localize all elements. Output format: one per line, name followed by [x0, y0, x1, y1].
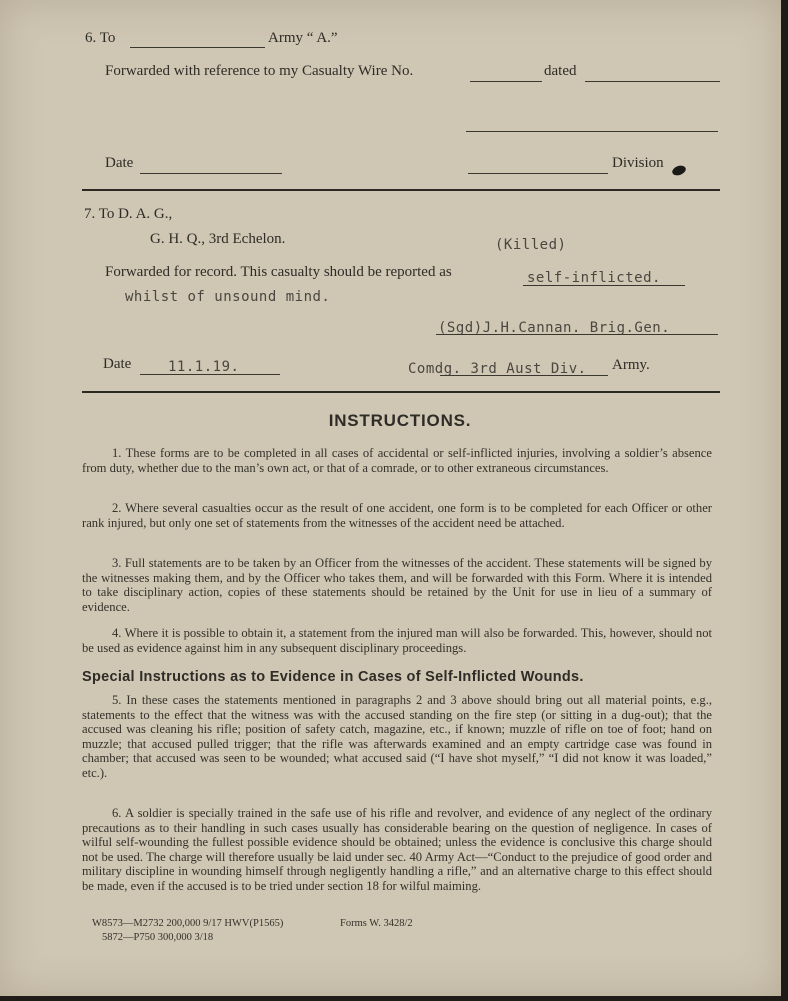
section7-date-blank[interactable]: [140, 374, 280, 375]
ink-blot: [671, 164, 687, 177]
section6-date-label: Date: [105, 155, 134, 171]
division-blank[interactable]: [468, 173, 608, 174]
comdg-value: Comdg. 3rd Aust Div.: [408, 361, 587, 377]
scan-edge: [781, 0, 788, 1001]
casualty-wire-blank[interactable]: [470, 81, 542, 82]
special-instructions-heading: Special Instructions as to Evidence in Cases of Self-Inflicted Wounds.: [82, 669, 584, 685]
killed-note: (Killed): [495, 237, 567, 253]
comdg-blank[interactable]: [440, 375, 608, 376]
instruction-paragraph-2: 2. Where several casualties occur as the result of one accident, one form is to be completed for each Officer or other rank injured, but only one set of statements from the witnesses of the accident need be attached.: [82, 501, 712, 530]
special-paragraph-6: 6. A soldier is specially trained in the safe use of his rifle and revolver, and evidence of any neglect of the ordinary precautions as to their handling in such cases usually has considerable bearing on the question of negligence. In cases of wilful self-wounding the fullest possible evidence should be obtained; unless the evidence is conclusive this charge should not be used. The charge will therefore usually be laid under sec. 40 Army Act—“Conduct to the prejudice of good order and military discipline in wounding himself through negligently handling a rifle,” and an alternative charge to this effect should be made, even if the accused is to be tried under section 18 for wilful maiming.: [82, 806, 712, 893]
section6-forwarded-label: Forwarded with reference to my Casualty Wire No.: [105, 63, 414, 79]
section6-date-blank[interactable]: [140, 173, 282, 174]
footer-form-number: Forms W. 3428/2: [340, 918, 413, 929]
signature-blank[interactable]: [466, 131, 718, 132]
section6-division-label: Division: [612, 155, 664, 171]
reported-as-blank[interactable]: [523, 285, 685, 286]
divider-bottom: [82, 391, 720, 393]
divider-top: [82, 189, 720, 191]
special-paragraph-5: 5. In these cases the statements mentioned in paragraphs 2 and 3 above should bring out all material points, e.g., statements to the effect that the witness was with the accused standing on the fire step (or sitting in a dug-out); that the accused was cleaning his rifle; position of safety catch, magazine, etc., if known; muzzle of rifle on toe of foot; hand on muzzle; that accused pulled trigger; that the rifle was afterwards examined and an empty cartridge case was found in chamber; that accused was seen to be wounded; what accused said (“I have shot myself,” “I did not know it was loaded,” etc.).: [82, 693, 712, 780]
section7-forwarded-label: Forwarded for record. This casualty should be reported as: [105, 264, 452, 280]
reported-as-value-2: whilst of unsound mind.: [125, 289, 331, 305]
footer-print-code-2: 5872—P750 300,000 3/18: [102, 932, 214, 943]
section6-to-label: 6. To: [85, 30, 116, 46]
section7-signature-blank[interactable]: [436, 334, 718, 335]
dated-blank[interactable]: [585, 81, 720, 82]
instructions-heading: INSTRUCTIONS.: [328, 411, 472, 430]
reported-as-value-1: self-inflicted.: [527, 270, 661, 286]
footer-print-code-1: W8573—M2732 200,000 9/17 HWV(P1565): [92, 918, 284, 929]
instruction-paragraph-4: 4. Where it is possible to obtain it, a statement from the injured man will also be forwarded. This, however, should not be used as evidence against him in any subsequent disciplinary proceedings.: [82, 626, 712, 655]
section7-date-value: 11.1.19.: [168, 359, 240, 375]
instruction-paragraph-3: 3. Full statements are to be taken by an Officer from the witnesses of the accident. These statements will be signed by the witnesses making them, and by the Officer who takes them, and will be forwarded with this Form. Where it is intended to take disciplinary action, copies of these statements should be retained by the Unit for use in lieu of a summary of evidence.: [82, 556, 712, 614]
section7-to-label: 7. To D. A. G.,: [84, 206, 173, 222]
section7-ghq-label: G. H. Q., 3rd Echelon.: [150, 231, 286, 247]
section6-to-blank[interactable]: [130, 47, 265, 48]
signature-value: (Sgd)J.H.Cannan. Brig.Gen.: [438, 320, 671, 336]
instruction-paragraph-1: 1. These forms are to be completed in all cases of accidental or self-inflicted injuries, involving a soldier’s absence from duty, whether due to the man’s own act, or that of a comrade, or to other extraneous circumstances.: [82, 446, 712, 475]
section6-dated-label: dated: [544, 63, 577, 79]
section7-army-label: Army.: [612, 357, 650, 373]
section6-army-label: Army “ A.”: [268, 30, 338, 46]
scan-bottom-edge: [0, 996, 788, 1001]
section7-date-label: Date: [103, 356, 132, 372]
